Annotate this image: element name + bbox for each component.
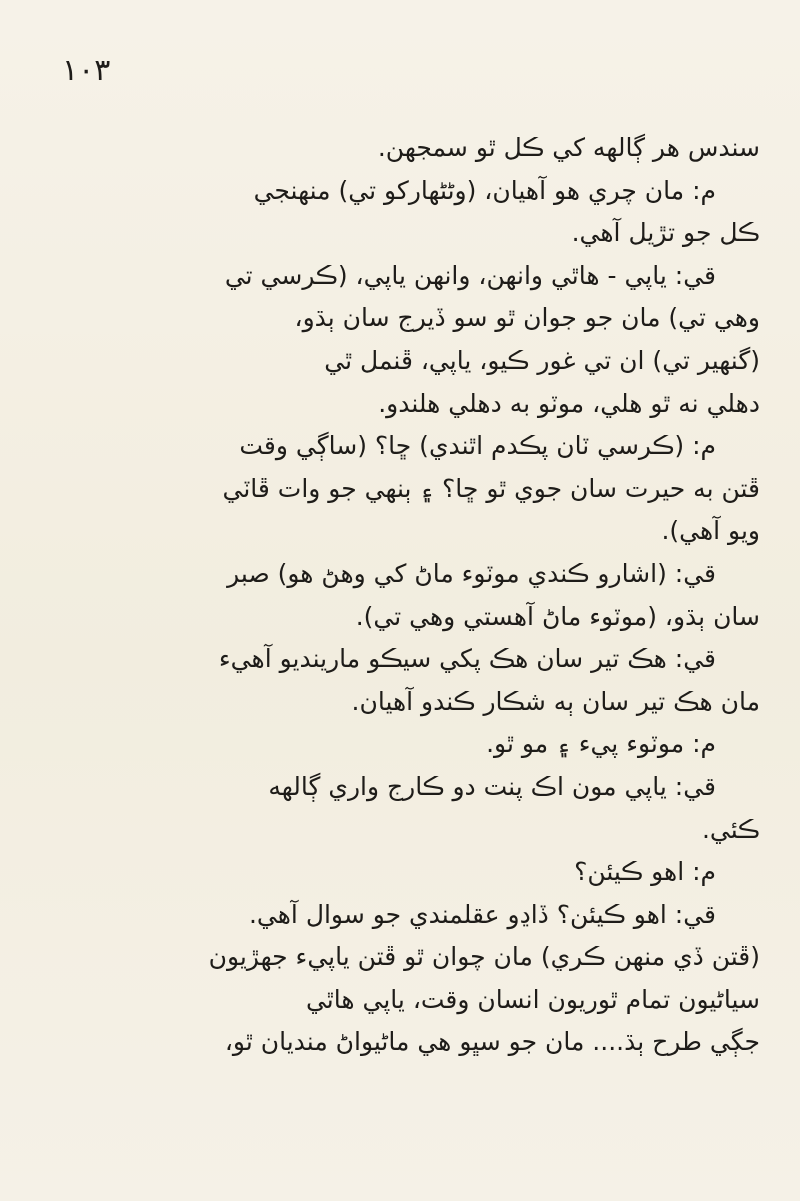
text-line: ڦتن به حيرت سان جوي ٿو ڇا؟ ۽ ٻنهي جو وات ڦاٽي xyxy=(222,473,760,503)
text-line: قي: ياپي - هاٿي وانهن، وانهن ياپي، (ڪرسي تي xyxy=(224,260,716,290)
text-line: (ڦتن ڏي منهن ڪري) مان چوان ٿو ڦتن ياپيء جهڙيون xyxy=(208,942,760,972)
text-line: ويو آهي). xyxy=(661,516,760,546)
text-line: دهلي نه ٿو هلي، موٽو به دهلي هلندو. xyxy=(378,388,760,418)
text-line: سندس هر ڳالهه کي ڪل ٿو سمجهن. xyxy=(377,133,760,162)
text-line: م: مان چري هو آهيان، (وڻڻهارکو تي) منهنجي xyxy=(253,175,716,205)
text-line: (گنهير تي) ان تي غور ڪيو، ياپي، ڦنمل ٿي xyxy=(324,345,760,375)
text-line: ڪئي. xyxy=(701,814,760,844)
body-text xyxy=(48,132,760,1058)
text-line: وهي تي) مان جو جوان ٿو سو ڏيرج سان ٻڌو، xyxy=(294,303,760,333)
text-line: قي: اهو ڪيئن؟ ڏاڍو عقلمندي جو سوال آهي. xyxy=(248,899,716,929)
text-line: م: (ڪرسي ٽان پڪدم اٿندي) ڇا؟ (ساڳي وقت xyxy=(239,431,716,461)
text-line: م: اهو ڪيئن؟ xyxy=(574,857,716,887)
text-line: ڪل جو تڙيل آهي. xyxy=(571,218,760,248)
text-line: قي: ياپي مون اڪ پنت دو ڪارج واري ڳالهه xyxy=(268,771,716,801)
text-line: م: موٽوء پيء ۽ مو ٿو. xyxy=(486,729,716,759)
text-line: قي: (اشارو ڪندي موٽوء ماڻ کي وهڻ هو) صبر xyxy=(227,558,716,588)
page-number: ١٠٣ xyxy=(62,53,111,88)
text-line: سياڻيون تمام ٿوريون انسان وقت، ياپي هاٿي xyxy=(305,984,760,1014)
text-line: سان ٻڌو، (موٽوء ماڻ آهستي وهي تي). xyxy=(355,601,760,631)
text-line: جڳي طرح ٻڌ.... مان جو سڀو هي ماڻيواڻ منديان ٿو، xyxy=(224,1027,760,1057)
text-line: قي: هڪ تير سان هڪ پکي سيڪو مارينديو آهيء xyxy=(218,644,716,674)
text-line: مان هڪ تير سان ٻه شڪار ڪندو آهيان. xyxy=(351,686,760,716)
